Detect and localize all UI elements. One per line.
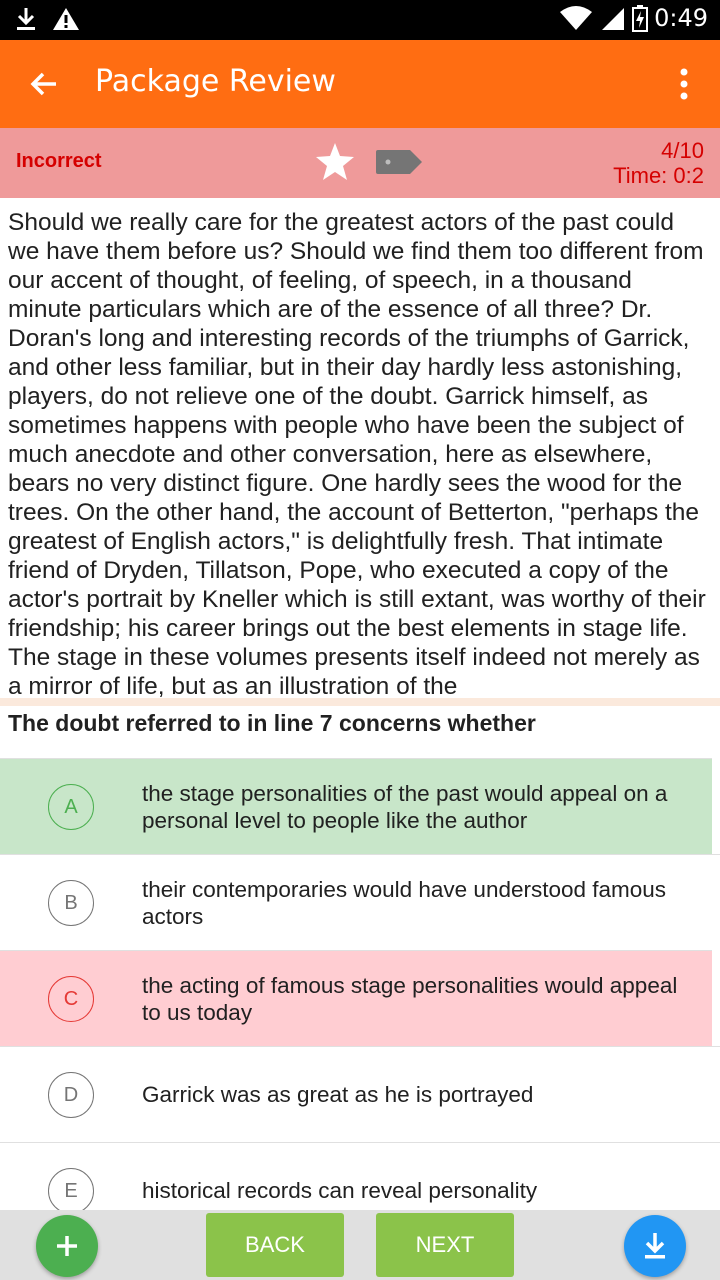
result-status: Incorrect xyxy=(16,150,102,172)
divider xyxy=(0,698,720,706)
option-text: the stage personalities of the past would appeal on a personal level to people like the author xyxy=(142,780,668,833)
more-vert-icon[interactable] xyxy=(670,66,698,102)
question-text: The doubt referred to in line 7 concerns whether xyxy=(8,710,536,736)
status-bar xyxy=(0,0,720,40)
option-text: historical records can reveal personality xyxy=(142,1178,538,1203)
elapsed-time: Time: 0:2 xyxy=(613,163,704,188)
option-c[interactable] xyxy=(0,950,712,1046)
clock: 0:49 xyxy=(654,4,708,32)
option-d[interactable] xyxy=(0,1046,720,1142)
arrow-left-icon[interactable] xyxy=(24,64,64,104)
download-button[interactable] xyxy=(624,1215,686,1277)
option-text: their contemporaries would have understood famous actors xyxy=(142,876,667,929)
result-bar xyxy=(0,128,720,198)
wifi-icon xyxy=(558,4,594,32)
next-button[interactable]: NEXT xyxy=(376,1213,514,1277)
option-letter: E xyxy=(48,1168,94,1214)
back-button[interactable]: BACK xyxy=(206,1213,344,1277)
option-text: the acting of famous stage personalities would appeal to us today xyxy=(142,972,678,1025)
download-icon xyxy=(641,1231,669,1261)
option-letter: C xyxy=(48,976,94,1022)
question-progress: 4/10 xyxy=(661,138,704,163)
option-letter: B xyxy=(48,880,94,926)
progress-counter xyxy=(613,138,704,188)
option-letter: D xyxy=(48,1072,94,1118)
star-icon[interactable] xyxy=(314,141,356,183)
bottom-bar xyxy=(0,1210,720,1280)
signal-icon xyxy=(600,4,626,32)
tag-icon[interactable] xyxy=(374,148,424,176)
option-text: Garrick was as great as he is portrayed xyxy=(142,1082,534,1107)
answer-options xyxy=(0,758,720,1238)
page-title: Package Review xyxy=(95,64,336,99)
option-a[interactable] xyxy=(0,758,712,854)
battery-icon xyxy=(632,4,648,32)
app-bar xyxy=(0,40,720,128)
option-letter: A xyxy=(48,784,94,830)
warning-icon xyxy=(52,6,80,32)
option-b[interactable] xyxy=(0,854,720,950)
add-button[interactable] xyxy=(36,1215,98,1277)
reading-passage[interactable]: Should we really care for the greatest actors of the past could we have them before us? Should we find them too different from our accent of thought, of feeling, of speech, in a thousand minute particulars which are of the essence of all three? Dr. Doran's long and interesting records of the triumphs of Garrick, and other less familiar, but in their day hardly less astonishing, players, do not relieve one of the doubt. Garrick himself, as sometimes happens with people who have been the subject of much anecdote and other conversation, here as elsewhere, bears no very distinct figure. One hardly sees the wood for the trees. On the other hand, the account of Betterton, "perhaps the greatest of English actors," is delightfully fresh. That intimate friend of Dryden, Tillatson, Pope, who executed a copy of the actor's portrait by Kneller which is still extant, was worthy of their friendship; his career brings out the best elements in stage life. The stage in these volumes presents itself indeed not merely as a mirror of life, but as an illustration of the xyxy=(8,209,706,698)
plus-icon xyxy=(54,1233,80,1259)
download-icon xyxy=(14,6,38,32)
